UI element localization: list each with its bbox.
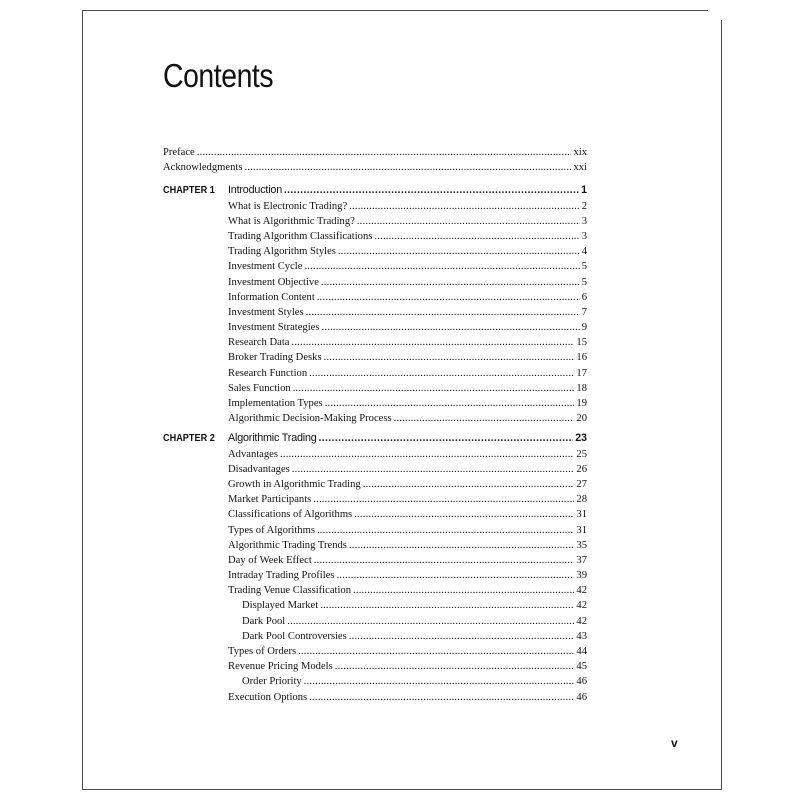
toc-entry-page: 45 — [576, 661, 587, 673]
toc-entry-page: 19 — [576, 398, 587, 409]
dot-leader — [335, 659, 575, 674]
dot-leader — [309, 690, 574, 705]
dot-leader — [314, 553, 575, 568]
dot-leader — [353, 583, 574, 598]
toc-entry[interactable] — [228, 350, 587, 365]
toc-entry-label: Trading Algorithm Styles — [228, 246, 336, 258]
chapter-entries — [228, 199, 587, 427]
toc-entry-page: 42 — [576, 600, 587, 612]
toc-entry-label: Execution Options — [228, 691, 308, 703]
toc-subentry[interactable] — [228, 674, 587, 689]
toc-entry-page: 17 — [576, 367, 587, 379]
toc-entry-label: Preface — [163, 147, 195, 158]
toc-entry-page: 44 — [576, 646, 587, 657]
chapter-label: CHAPTER 2 — [163, 433, 215, 445]
dot-leader — [321, 275, 580, 290]
toc-entry[interactable] — [228, 447, 587, 462]
toc-entry-label: Intraday Trading Profiles — [228, 570, 335, 582]
toc-entry-page: xix — [573, 147, 587, 158]
toc-entry-page: 16 — [576, 352, 587, 364]
dot-leader — [325, 396, 575, 411]
dot-leader — [293, 381, 575, 396]
toc-entry-page: 27 — [576, 478, 587, 490]
chapter-entries — [228, 447, 587, 705]
toc-entry[interactable] — [228, 507, 587, 522]
chapter-page: 1 — [581, 184, 587, 197]
toc-entry-label: Investment Cycle — [228, 261, 303, 273]
toc-entry-page: 28 — [576, 494, 587, 506]
toc-entry-label: Advantages — [228, 448, 279, 460]
toc-subentry[interactable] — [228, 598, 587, 613]
chapter-label: CHAPTER 1 — [163, 185, 215, 197]
toc-entry-page: 31 — [576, 524, 587, 536]
toc-entry-page: 31 — [576, 509, 587, 521]
toc-entry-label: Disadvantages — [228, 463, 290, 475]
toc-entry-label: Research Function — [228, 367, 308, 379]
toc-subentry[interactable] — [228, 614, 587, 629]
toc-entry-label: Market Participants — [228, 494, 312, 506]
toc-entry-label: Sales Function — [228, 382, 291, 394]
dot-leader — [287, 614, 574, 629]
toc-entry-page: 46 — [576, 676, 587, 688]
toc-entry-label: Investment Objective — [228, 276, 319, 288]
toc-entry-label: Investment Styles — [228, 306, 304, 318]
table-of-contents — [163, 145, 587, 705]
toc-entry[interactable] — [228, 244, 587, 259]
dot-leader — [313, 492, 574, 507]
toc-entry-page: xxi — [573, 162, 587, 174]
front-matter-entry[interactable] — [163, 145, 587, 160]
dot-leader — [357, 214, 580, 229]
toc-entry[interactable] — [228, 568, 587, 583]
toc-entry[interactable] — [228, 659, 587, 674]
toc-entry-page: 26 — [576, 463, 587, 475]
toc-entry-label: Investment Strategies — [228, 322, 320, 334]
toc-entry-page: 5 — [581, 276, 587, 288]
chapter-page: 23 — [575, 432, 587, 445]
toc-entry[interactable] — [228, 381, 587, 396]
toc-entry-label: Dark Pool Controversies — [242, 630, 347, 642]
toc-entry-page: 37 — [576, 554, 587, 566]
toc-subentry[interactable] — [228, 629, 587, 644]
toc-entry[interactable] — [228, 411, 587, 426]
dot-leader — [322, 320, 580, 335]
toc-entry[interactable] — [228, 320, 587, 335]
toc-entry[interactable] — [228, 538, 587, 553]
toc-entry-label: Algorithmic Decision-Making Process — [228, 413, 392, 425]
dot-leader — [337, 568, 575, 583]
dot-leader — [244, 160, 571, 175]
toc-entry-label: Trading Venue Classification — [228, 585, 351, 597]
dot-leader — [298, 644, 574, 659]
toc-entry-page: 39 — [576, 570, 587, 582]
toc-entry-page: 20 — [576, 413, 587, 425]
toc-entry-label: Types of Orders — [228, 646, 297, 657]
dot-leader — [317, 523, 574, 538]
dot-leader — [349, 629, 575, 644]
dot-leader — [338, 244, 580, 259]
toc-entry[interactable] — [228, 553, 587, 568]
toc-entry[interactable] — [228, 335, 587, 350]
toc-entry-label: Types of Algorithms — [228, 524, 315, 536]
dot-leader — [309, 366, 574, 381]
dot-leader — [197, 145, 572, 160]
toc-entry[interactable] — [228, 366, 587, 381]
toc-entry-page: 9 — [581, 322, 587, 334]
toc-entry[interactable] — [228, 290, 587, 305]
toc-entry-page: 7 — [581, 306, 587, 318]
dot-leader — [306, 305, 580, 320]
dot-leader — [324, 350, 575, 365]
book-page — [82, 10, 722, 790]
toc-entry-page: 42 — [576, 615, 587, 627]
toc-entry[interactable] — [228, 462, 587, 477]
dot-leader — [394, 411, 575, 426]
dot-leader — [354, 507, 574, 522]
toc-entry[interactable] — [228, 690, 587, 705]
toc-entry-page: 35 — [576, 539, 587, 551]
toc-entry-label: Revenue Pricing Models — [228, 661, 333, 673]
toc-entry-label: Implementation Types — [228, 398, 323, 409]
dot-leader — [292, 462, 575, 477]
dot-leader — [280, 447, 574, 462]
toc-entry-page: 3 — [581, 215, 587, 227]
toc-entry-label: Trading Algorithm Classifications — [228, 230, 373, 242]
toc-entry-label: Growth in Algorithmic Trading — [228, 478, 361, 490]
toc-entry-page: 2 — [581, 200, 587, 212]
page-number: v — [671, 736, 678, 750]
toc-entry-label: Research Data — [228, 337, 290, 349]
toc-entry[interactable] — [228, 275, 587, 290]
toc-entry-page: 5 — [581, 261, 587, 273]
dot-leader — [304, 259, 579, 274]
front-matter-entry[interactable] — [163, 160, 587, 175]
toc-entry-label: Dark Pool — [242, 615, 286, 627]
dot-leader — [317, 290, 580, 305]
toc-entry-label: Displayed Market — [242, 600, 319, 612]
chapter-title: Algorithmic Trading — [228, 432, 317, 445]
chapter-heading[interactable] — [163, 431, 587, 446]
toc-entry[interactable] — [228, 259, 587, 274]
toc-entry-page: 25 — [576, 448, 587, 460]
toc-entry-page: 46 — [576, 691, 587, 703]
toc-entry-page: 4 — [581, 246, 587, 258]
toc-entry[interactable] — [228, 492, 587, 507]
toc-entry-label: Acknowledgments — [163, 162, 243, 174]
dot-leader — [319, 431, 574, 446]
section-gap — [163, 175, 587, 183]
toc-entry-page: 42 — [576, 585, 587, 597]
toc-entry[interactable] — [228, 214, 587, 229]
toc-entry[interactable] — [228, 305, 587, 320]
toc-entry-label: Information Content — [228, 291, 315, 303]
toc-entry[interactable] — [228, 523, 587, 538]
dot-leader — [349, 538, 575, 553]
toc-entry-label: Algorithmic Trading Trends — [228, 539, 347, 551]
toc-entry[interactable] — [228, 583, 587, 598]
toc-entry-label: What is Algorithmic Trading? — [228, 215, 355, 227]
toc-entry-page: 18 — [576, 382, 587, 394]
dot-leader — [374, 229, 579, 244]
toc-entry-page: 43 — [576, 630, 587, 642]
dot-leader — [349, 199, 580, 214]
toc-entry[interactable] — [228, 396, 587, 411]
toc-entry[interactable] — [228, 199, 587, 214]
toc-entry-page: 6 — [581, 291, 587, 303]
toc-entry-label: Classifications of Algorithms — [228, 509, 353, 521]
toc-entry[interactable] — [228, 477, 587, 492]
dot-leader — [291, 335, 574, 350]
toc-entry[interactable] — [228, 644, 587, 659]
toc-entry-label: Order Priority — [242, 676, 302, 688]
toc-entry-label: Broker Trading Desks — [228, 352, 322, 364]
toc-entry-label: Day of Week Effect — [228, 554, 312, 566]
chapter-heading[interactable] — [163, 183, 587, 198]
page-corner — [708, 10, 722, 20]
page-title: Contents — [163, 57, 274, 94]
dot-leader — [304, 674, 575, 689]
toc-entry-page: 3 — [581, 230, 587, 242]
toc-entry[interactable] — [228, 229, 587, 244]
dot-leader — [363, 477, 575, 492]
dot-leader — [320, 598, 574, 613]
dot-leader — [284, 183, 579, 198]
toc-entry-page: 15 — [576, 337, 587, 349]
toc-entry-label: What is Electronic Trading? — [228, 200, 348, 212]
chapter-title: Introduction — [228, 184, 283, 197]
